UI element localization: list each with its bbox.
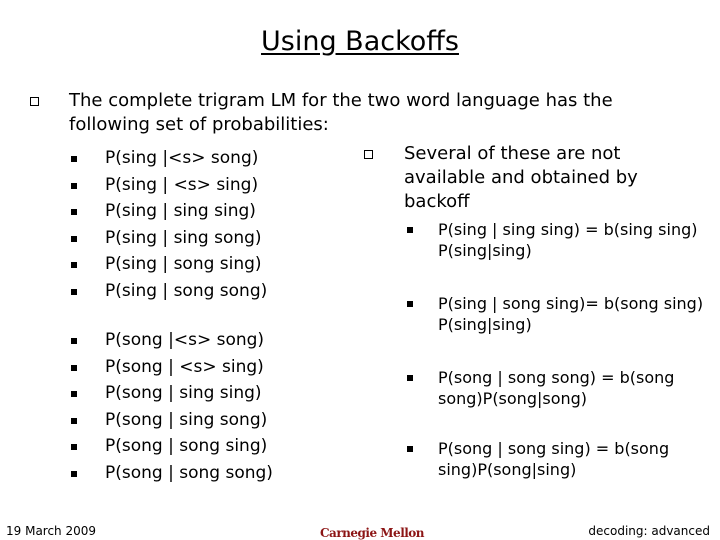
song-probability-list — [105, 327, 273, 487]
list-item: P(sing | song sing) — [105, 251, 267, 278]
list-item: P(sing | sing song) — [105, 225, 267, 252]
backoff-item: P(song | song sing) = b(song sing)P(song|sing) — [438, 438, 708, 480]
square-bullet-icon — [407, 375, 413, 381]
university-logo: Carnegie Mellon — [320, 526, 425, 540]
square-bullet-icon — [71, 183, 77, 189]
hollow-square-bullet-icon — [30, 97, 39, 106]
footer-date: 19 March 2009 — [6, 524, 97, 538]
list-item: P(song | song song) — [105, 460, 273, 487]
square-bullet-icon — [71, 444, 77, 450]
list-item: P(song |<s> song) — [105, 327, 273, 354]
list-item: P(song | sing song) — [105, 407, 273, 434]
slide-title: Using Backoffs — [261, 26, 459, 57]
sing-probability-list — [105, 145, 267, 305]
list-item: P(song | <s> sing) — [105, 354, 273, 381]
list-item: P(song | sing sing) — [105, 380, 273, 407]
list-item: P(sing | song song) — [105, 278, 267, 305]
backoff-item: P(sing | song sing)= b(song sing) P(sing|sing) — [438, 293, 708, 335]
square-bullet-icon — [71, 156, 77, 162]
square-bullet-icon — [71, 289, 77, 295]
square-bullet-icon — [71, 236, 77, 242]
hollow-square-bullet-icon — [364, 150, 373, 159]
square-bullet-icon — [71, 338, 77, 344]
square-bullet-icon — [71, 418, 77, 424]
footer-topic: decoding: advanced — [588, 524, 710, 538]
square-bullet-icon — [71, 471, 77, 477]
list-item: P(sing |<s> song) — [105, 145, 267, 172]
square-bullet-icon — [407, 227, 413, 233]
square-bullet-icon — [71, 209, 77, 215]
backoff-item: P(song | song song) = b(song song)P(song|song) — [438, 367, 708, 409]
square-bullet-icon — [407, 446, 413, 452]
backoff-item: P(sing | sing sing) = b(sing sing) P(sing|sing) — [438, 219, 708, 261]
list-item: P(sing | sing sing) — [105, 198, 267, 225]
intro-text: The complete trigram LM for the two word language has the following set of probabilities: — [69, 90, 613, 135]
square-bullet-icon — [71, 262, 77, 268]
list-item: P(song | song sing) — [105, 433, 273, 460]
list-item: P(sing | <s> sing) — [105, 172, 267, 199]
square-bullet-icon — [71, 365, 77, 371]
square-bullet-icon — [407, 301, 413, 307]
backoff-intro-text: Several of these are not available and obtained by backoff — [404, 143, 638, 212]
square-bullet-icon — [71, 391, 77, 397]
